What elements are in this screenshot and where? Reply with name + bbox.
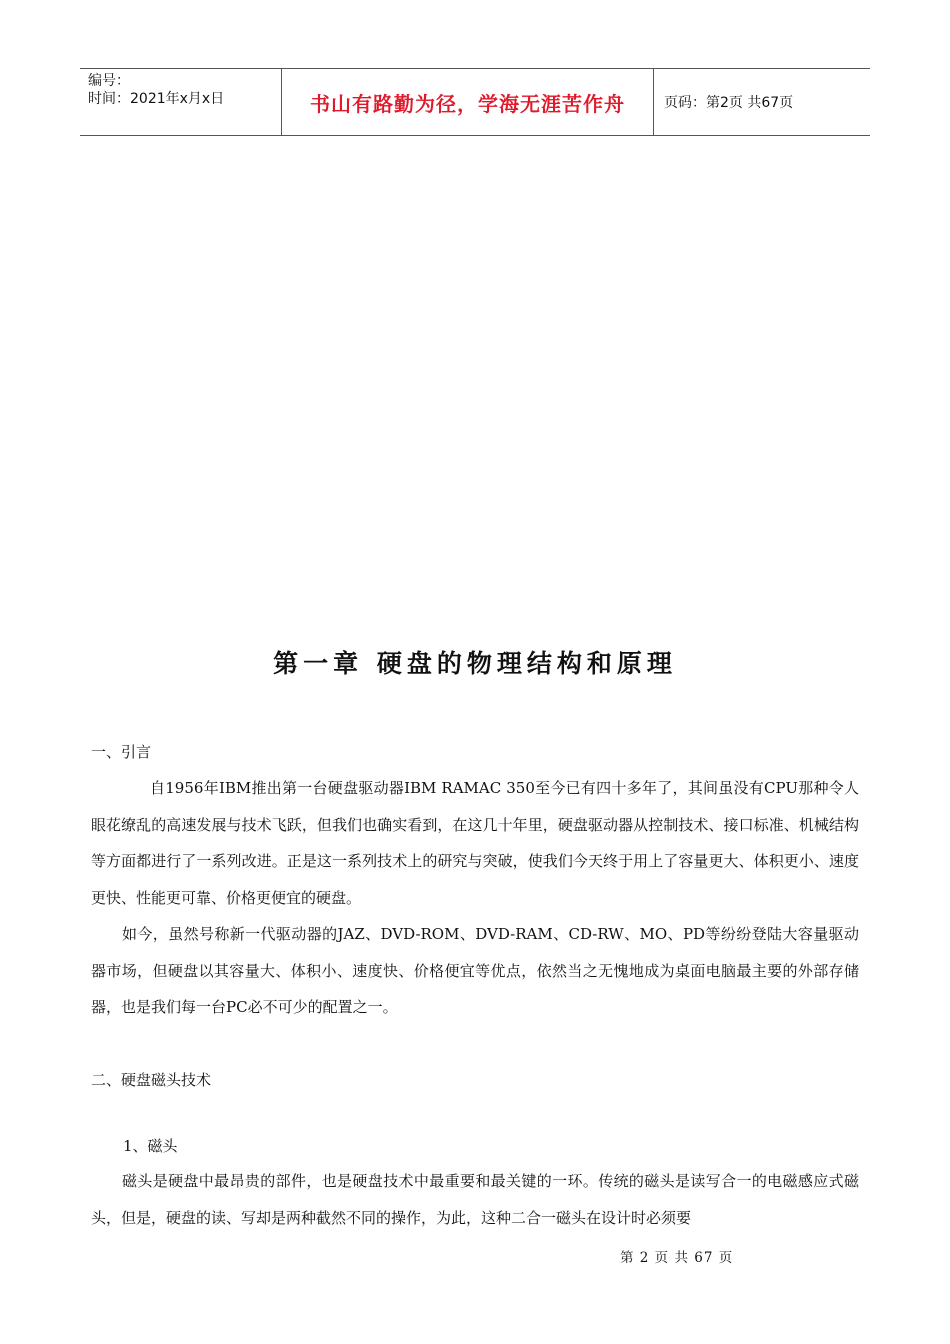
page-footer: 第 2 页 共 67 页 [620,1250,734,1266]
introduction-paragraph-2: 如今，虽然号称新一代驱动器的JAZ、DVD-ROM、DVD-RAM、CD-RW、MO、PD等纷纷登陆大容量驱动器市场，但硬盘以其容量大、体积小、速度快、价格便宜等优点，依然当之无愧地成为桌面电脑最主要的外部存储器，也是我们每一台PC必不可少的配置之一。 [91,925,859,1016]
section-heading-introduction: 一、引言 [91,743,152,761]
chapter-title: 第一章 硬盘的物理结构和原理 [273,649,677,678]
document-number-label: 编号： [88,73,130,89]
magnetic-head-paragraph: 磁头是硬盘中最昂贵的部件，也是硬盘技术中最重要和最关键的一环。传统的磁头是读写合一的电磁感应式磁头，但是，硬盘的读、写却是两种截然不同的操作，为此，这种二合一磁头在设计时必须要 [91,1172,859,1227]
document-time-label: 时间：2021年x月x日 [88,91,225,107]
header-meta [80,69,281,135]
subsection-heading-magnetic-head: 1、磁头 [123,1137,178,1155]
header-motto: 书山有路勤为径，学海无涯苦作舟 [281,69,654,135]
section-heading-head-technology: 二、硬盘磁头技术 [91,1071,212,1089]
header-page-info: 页码：第2页 共67页 [664,95,794,111]
introduction-paragraph-1: 自1956年IBM推出第一台硬盘驱动器IBM RAMAC 350至今已有四十多年了，其间虽没有CPU那种令人眼花缭乱的高速发展与技术飞跃，但我们也确实看到，在这几十年里，硬盘驱动器从控制技术、接口标准、机械结构等方面都进行了一系列改进。正是这一系列技术上的研究与突破，使我们今天终于用上了容量更大、体积更小、速度更快、性能更可靠、价格更便宜的硬盘。 [91,779,859,907]
document-header [80,68,870,136]
